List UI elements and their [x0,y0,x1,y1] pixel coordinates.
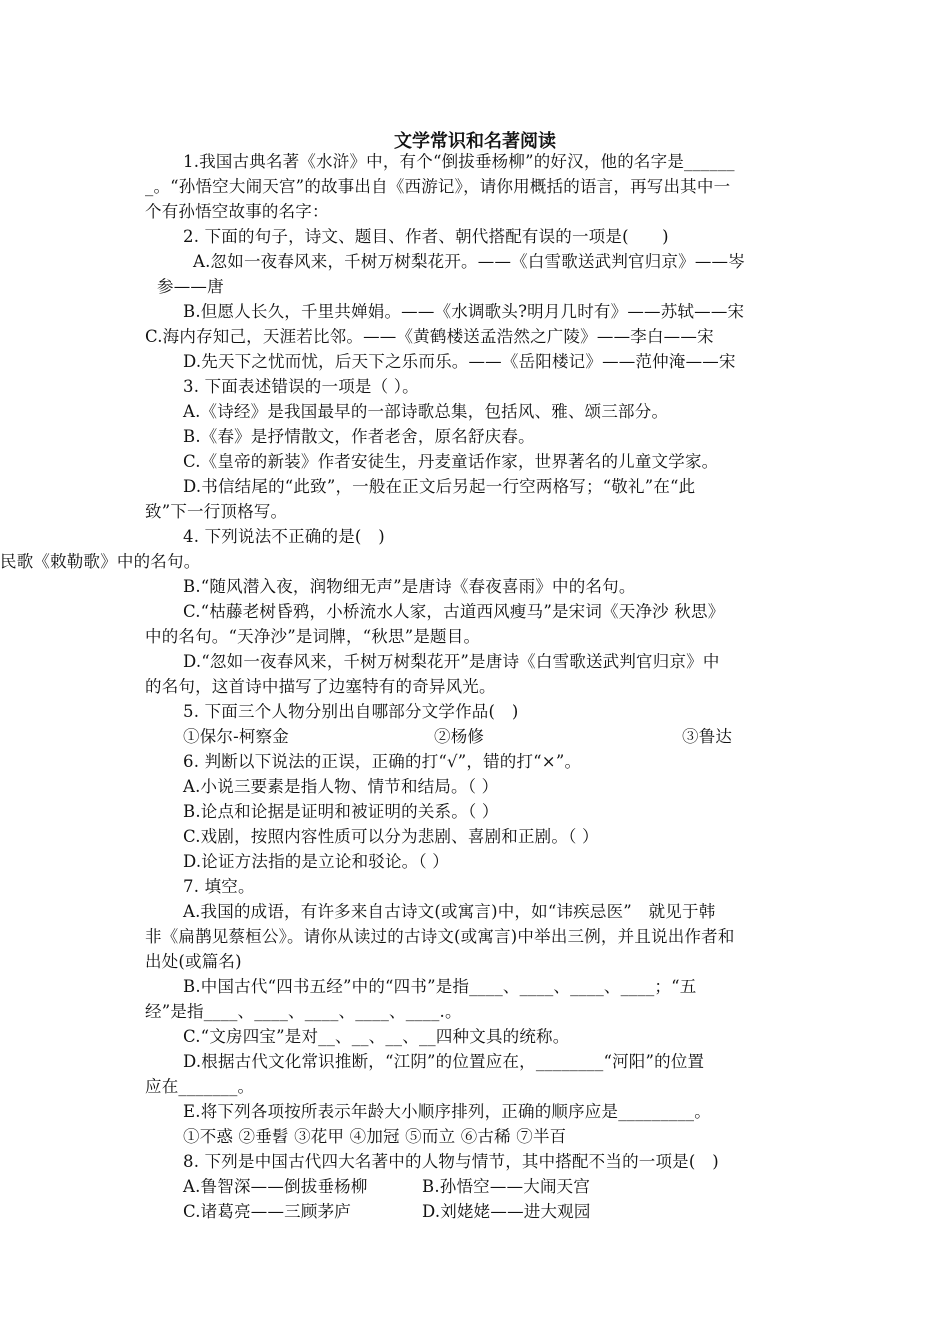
q1-line-2: _。“孙悟空大闹天宫”的故事出自《西游记》，请你用概括的语言，再写出其中一 [145,177,731,196]
q3-stem: 3. 下面表述错误的一项是（ ）。 [183,377,419,396]
q7-item-d-2: 应在_______。 [145,1077,255,1096]
q8-option-a: A.鲁智深——倒拔垂杨柳 [183,1177,368,1196]
q3-option-b: B.《春》是抒情散文，作者老舍，原名舒庆春。 [183,427,535,446]
q7-item-e: E.将下列各项按所表示年龄大小顺序排列，正确的顺序应是_________。 [183,1102,711,1121]
page-title: 文学常识和名著阅读 [394,131,556,152]
q6-item-a: A.小说三要素是指人物、情节和结局。（ ） [183,777,499,796]
q2-option-a-2: 参——唐 [157,277,224,296]
q5-item-3: ③鲁达 [682,727,733,746]
q8-stem: 8. 下列是中国古代四大名著中的人物与情节，其中搭配不当的一项是( ) [183,1152,719,1171]
q2-option-b: B.但愿人长久，千里共婵娟。——《水调歌头?明月几时有》——苏轼——宋 [183,302,745,321]
q5-stem: 5. 下面三个人物分别出自哪部分文学作品( ) [183,702,519,721]
q7-item-a-1: A.我国的成语，有许多来自古诗文(或寓言)中，如“讳疾忌医” 就见于韩 [183,902,716,921]
q2-option-a-1: A.忽如一夜春风来，千树万树梨花开。——《白雪歌送武判官归京》——岑 [193,252,745,271]
q3-option-d-2: 致”下一行顶格写。 [145,502,288,521]
q1-line-3: 个有孙悟空故事的名字： [145,202,329,221]
q4-option-d-1: D.“忽如一夜春风来，千树万树梨花开”是唐诗《白雪歌送武判官归京》中 [183,652,720,671]
q4-option-b: B.“随风潜入夜，润物细无声”是唐诗《春夜喜雨》中的名句。 [183,577,636,596]
q4-stem: 4. 下列说法不正确的是( ) [183,527,385,546]
q4-option-c-2: 中的名句。“天净沙”是词牌，“秋思”是题目。 [145,627,481,646]
q7-item-b-2: 经”是指____、____、____、____、____.。 [145,1002,462,1021]
q4-option-a-fragment: 民歌《敕勒歌》中的名句。 [0,552,201,571]
q7-stem: 7. 填空。 [183,877,255,896]
q4-option-d-2: 的名句，这首诗中描写了边塞特有的奇异风光。 [145,677,496,696]
q2-option-c: C.海内存知己，天涯若比邻。——《黄鹤楼送孟浩然之广陵》——李白——宋 [145,327,714,346]
q8-option-c: C.诸葛亮——三顾茅庐 [183,1202,351,1221]
q8-option-b: B.孙悟空——大闹天宫 [422,1177,591,1196]
q7-item-c: C.“文房四宝”是对__、__、__、__四种文具的统称。 [183,1027,570,1046]
q3-option-d-1: D.书信结尾的“此致”，一般在正文后另起一行空两格写；“敬礼”在“此 [183,477,696,496]
q6-stem: 6. 判断以下说法的正误，正确的打“√”，错的打“×”。 [183,752,582,771]
q6-item-c: C.戏剧，按照内容性质可以分为悲剧、喜剧和正剧。（ ） [183,827,599,846]
q1-line-1: 1.我国古典名著《水浒》中，有个“倒拔垂杨柳”的好汉，他的名字是______ [183,152,735,171]
q7-item-b-1: B.中国古代“四书五经”中的“四书”是指____、____、____、____；“五 [183,977,697,996]
q2-stem: 2. 下面的句子，诗文、题目、作者、朝代搭配有误的一项是( ) [183,227,669,246]
q3-option-c: C.《皇帝的新装》作者安徒生，丹麦童话作家，世界著名的儿童文学家。 [183,452,719,471]
q4-option-c-1: C.“枯藤老树昏鸦，小桥流水人家，古道西风瘦马”是宋词《天净沙 秋思》 [183,602,725,621]
q3-option-a: A.《诗经》是我国最早的一部诗歌总集，包括风、雅、颂三部分。 [183,402,669,421]
q7-item-a-2: 非《扁鹊见蔡桓公》。请你从读过的古诗文(或寓言)中举出三例，并且说出作者和 [145,927,735,946]
q5-item-1: ①保尔-柯察金 [183,727,289,746]
q6-item-b: B.论点和论据是证明和被证明的关系。（ ） [183,802,499,821]
q7-item-a-3: 出处(或篇名) [145,952,242,971]
q6-item-d: D.论证方法指的是立论和驳论。（ ） [183,852,449,871]
q2-option-d: D.先天下之忧而忧，后天下之乐而乐。——《岳阳楼记》——范仲淹——宋 [183,352,736,371]
q5-item-2: ②杨修 [434,727,485,746]
q7-item-d-1: D.根据古代文化常识推断，“江阴”的位置应在，________“河阳”的位置 [183,1052,705,1071]
q7-item-e-options: ①不惑 ②垂髫 ③花甲 ④加冠 ⑤而立 ⑥古稀 ⑦半百 [183,1127,567,1146]
q8-option-d: D.刘姥姥——进大观园 [422,1202,591,1221]
